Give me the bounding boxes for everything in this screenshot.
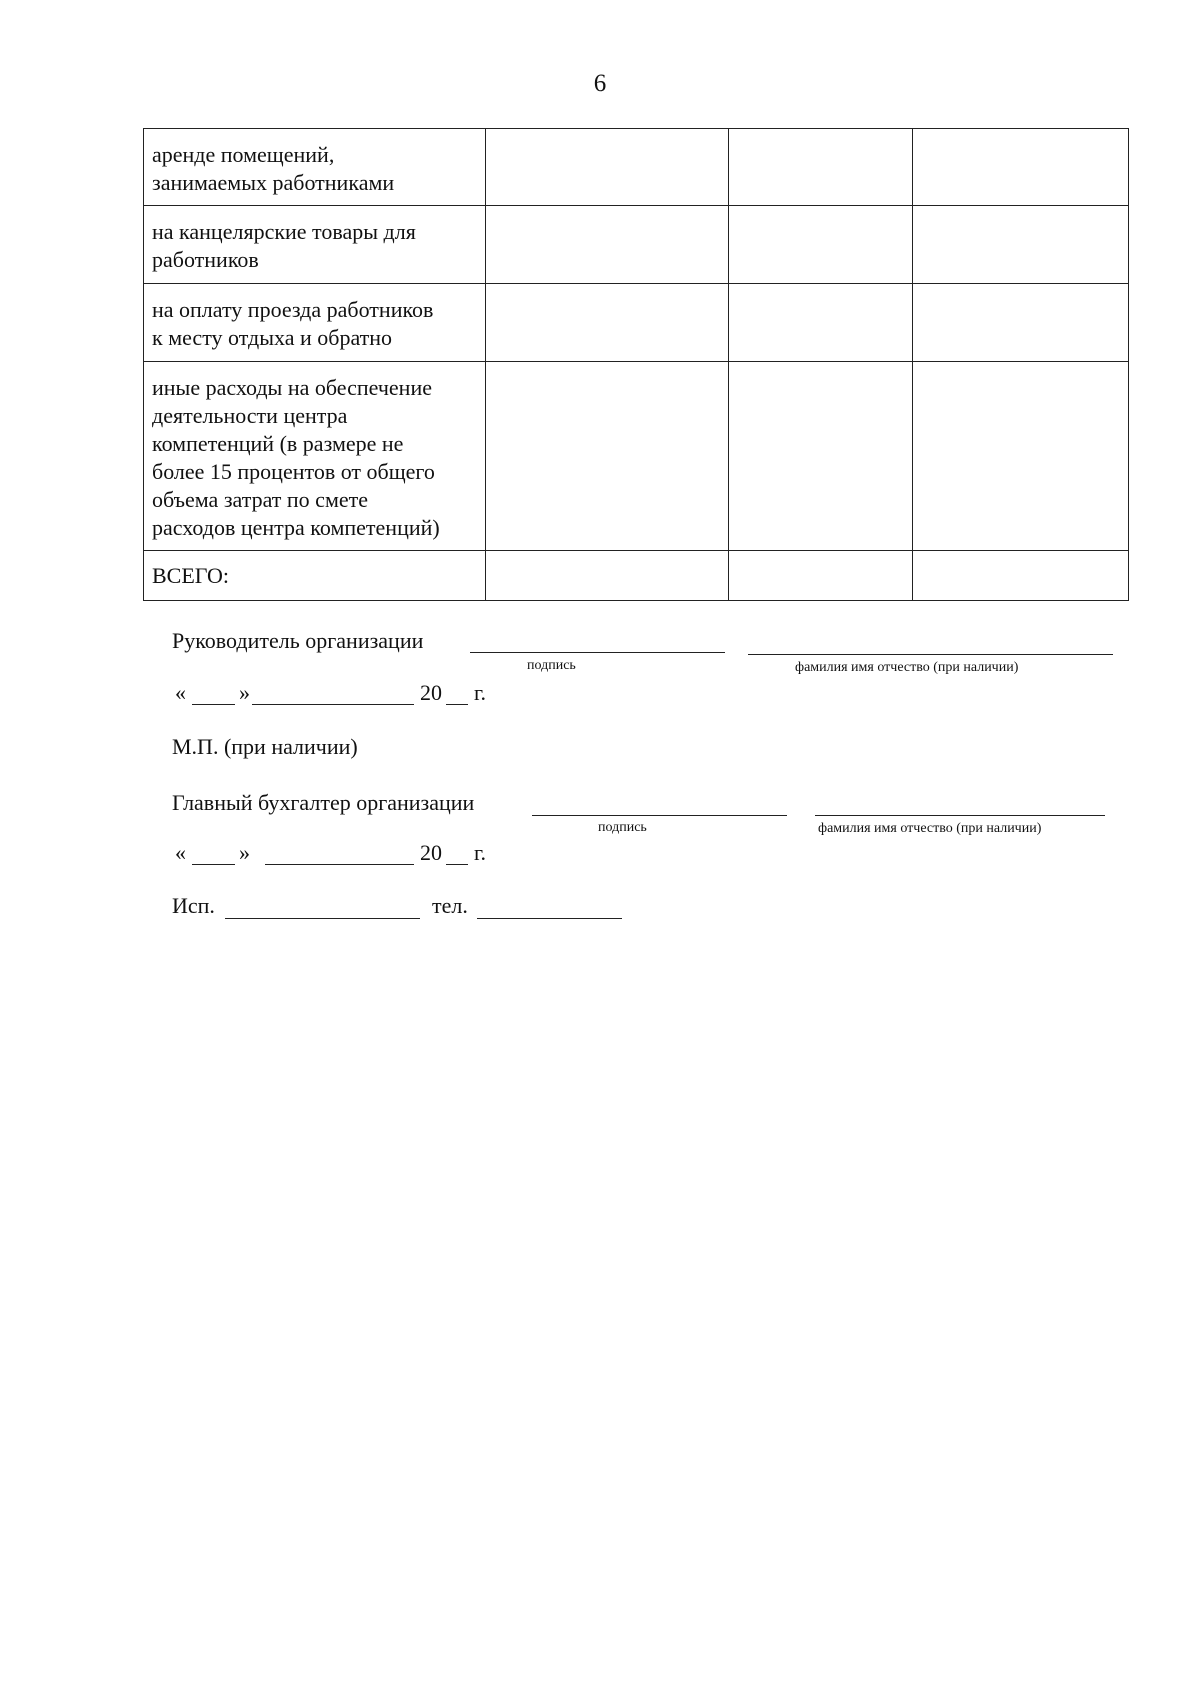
executor-label: Исп. <box>172 893 215 918</box>
table-cell[interactable] <box>913 129 1129 206</box>
table-cell[interactable] <box>486 284 729 362</box>
table-row <box>144 129 1129 206</box>
table-cell[interactable] <box>913 362 1129 551</box>
row-label-total: ВСЕГО: <box>144 551 486 601</box>
table-cell[interactable] <box>913 551 1129 601</box>
table-cell[interactable] <box>486 129 729 206</box>
row-label-other-expenses: иные расходы на обеспечение деятельности центра компетенций (в размере не более 15 процентов от общего объема затрат по смете расходов центра компетенций) <box>144 362 486 551</box>
table-row <box>144 362 1129 551</box>
table-cell[interactable] <box>486 551 729 601</box>
accountant-date-year-suffix: г. <box>474 840 487 865</box>
table-row-total <box>144 551 1129 601</box>
head-date-year-suffix: г. <box>474 680 487 705</box>
table-cell[interactable] <box>486 362 729 551</box>
head-label: Руководитель организации <box>172 628 424 653</box>
table-cell[interactable] <box>729 362 913 551</box>
page-number: 6 <box>593 70 607 97</box>
accountant-name-caption: фамилия имя отчество (при наличии) <box>818 821 1042 836</box>
head-signature-caption: подпись <box>527 658 576 673</box>
accountant-date-month-line[interactable] <box>265 864 414 865</box>
head-date-year-prefix: 20 <box>420 680 442 705</box>
table-cell[interactable] <box>729 284 913 362</box>
head-name-line[interactable] <box>748 654 1113 655</box>
phone-line[interactable] <box>477 918 622 919</box>
accountant-date-year-prefix: 20 <box>420 840 442 865</box>
head-signature-line[interactable] <box>470 652 725 653</box>
head-name-caption: фамилия имя отчество (при наличии) <box>795 660 1019 675</box>
accountant-date-year-line[interactable] <box>446 864 468 865</box>
accountant-date-quote-open: « <box>175 840 186 865</box>
accountant-name-line[interactable] <box>815 815 1105 816</box>
head-date-year-line[interactable] <box>446 704 468 705</box>
table-row <box>144 284 1129 362</box>
row-label-rent: аренде помещений, занимаемых работниками <box>144 129 486 206</box>
cost-table <box>143 128 1129 601</box>
table-cell[interactable] <box>913 206 1129 284</box>
table-cell[interactable] <box>913 284 1129 362</box>
executor-line[interactable] <box>225 918 420 919</box>
row-label-travel: на оплату проезда работников к месту отдыха и обратно <box>144 284 486 362</box>
head-date-month-line[interactable] <box>252 704 414 705</box>
accountant-signature-caption: подпись <box>598 820 647 835</box>
row-label-stationery: на канцелярские товары для работников <box>144 206 486 284</box>
table-row <box>144 206 1129 284</box>
accountant-date-day-line[interactable] <box>192 864 235 865</box>
phone-label: тел. <box>432 893 468 918</box>
head-date-quote-open: « <box>175 680 186 705</box>
seal-label: М.П. (при наличии) <box>172 734 358 759</box>
table-cell[interactable] <box>486 206 729 284</box>
accountant-date-quote-close: » <box>239 840 250 865</box>
accountant-signature-line[interactable] <box>532 815 787 816</box>
head-date-day-line[interactable] <box>192 704 235 705</box>
accountant-label: Главный бухгалтер организации <box>172 790 475 815</box>
head-date-quote-close: » <box>239 680 250 705</box>
table-cell[interactable] <box>729 206 913 284</box>
table-cell[interactable] <box>729 129 913 206</box>
table-cell[interactable] <box>729 551 913 601</box>
